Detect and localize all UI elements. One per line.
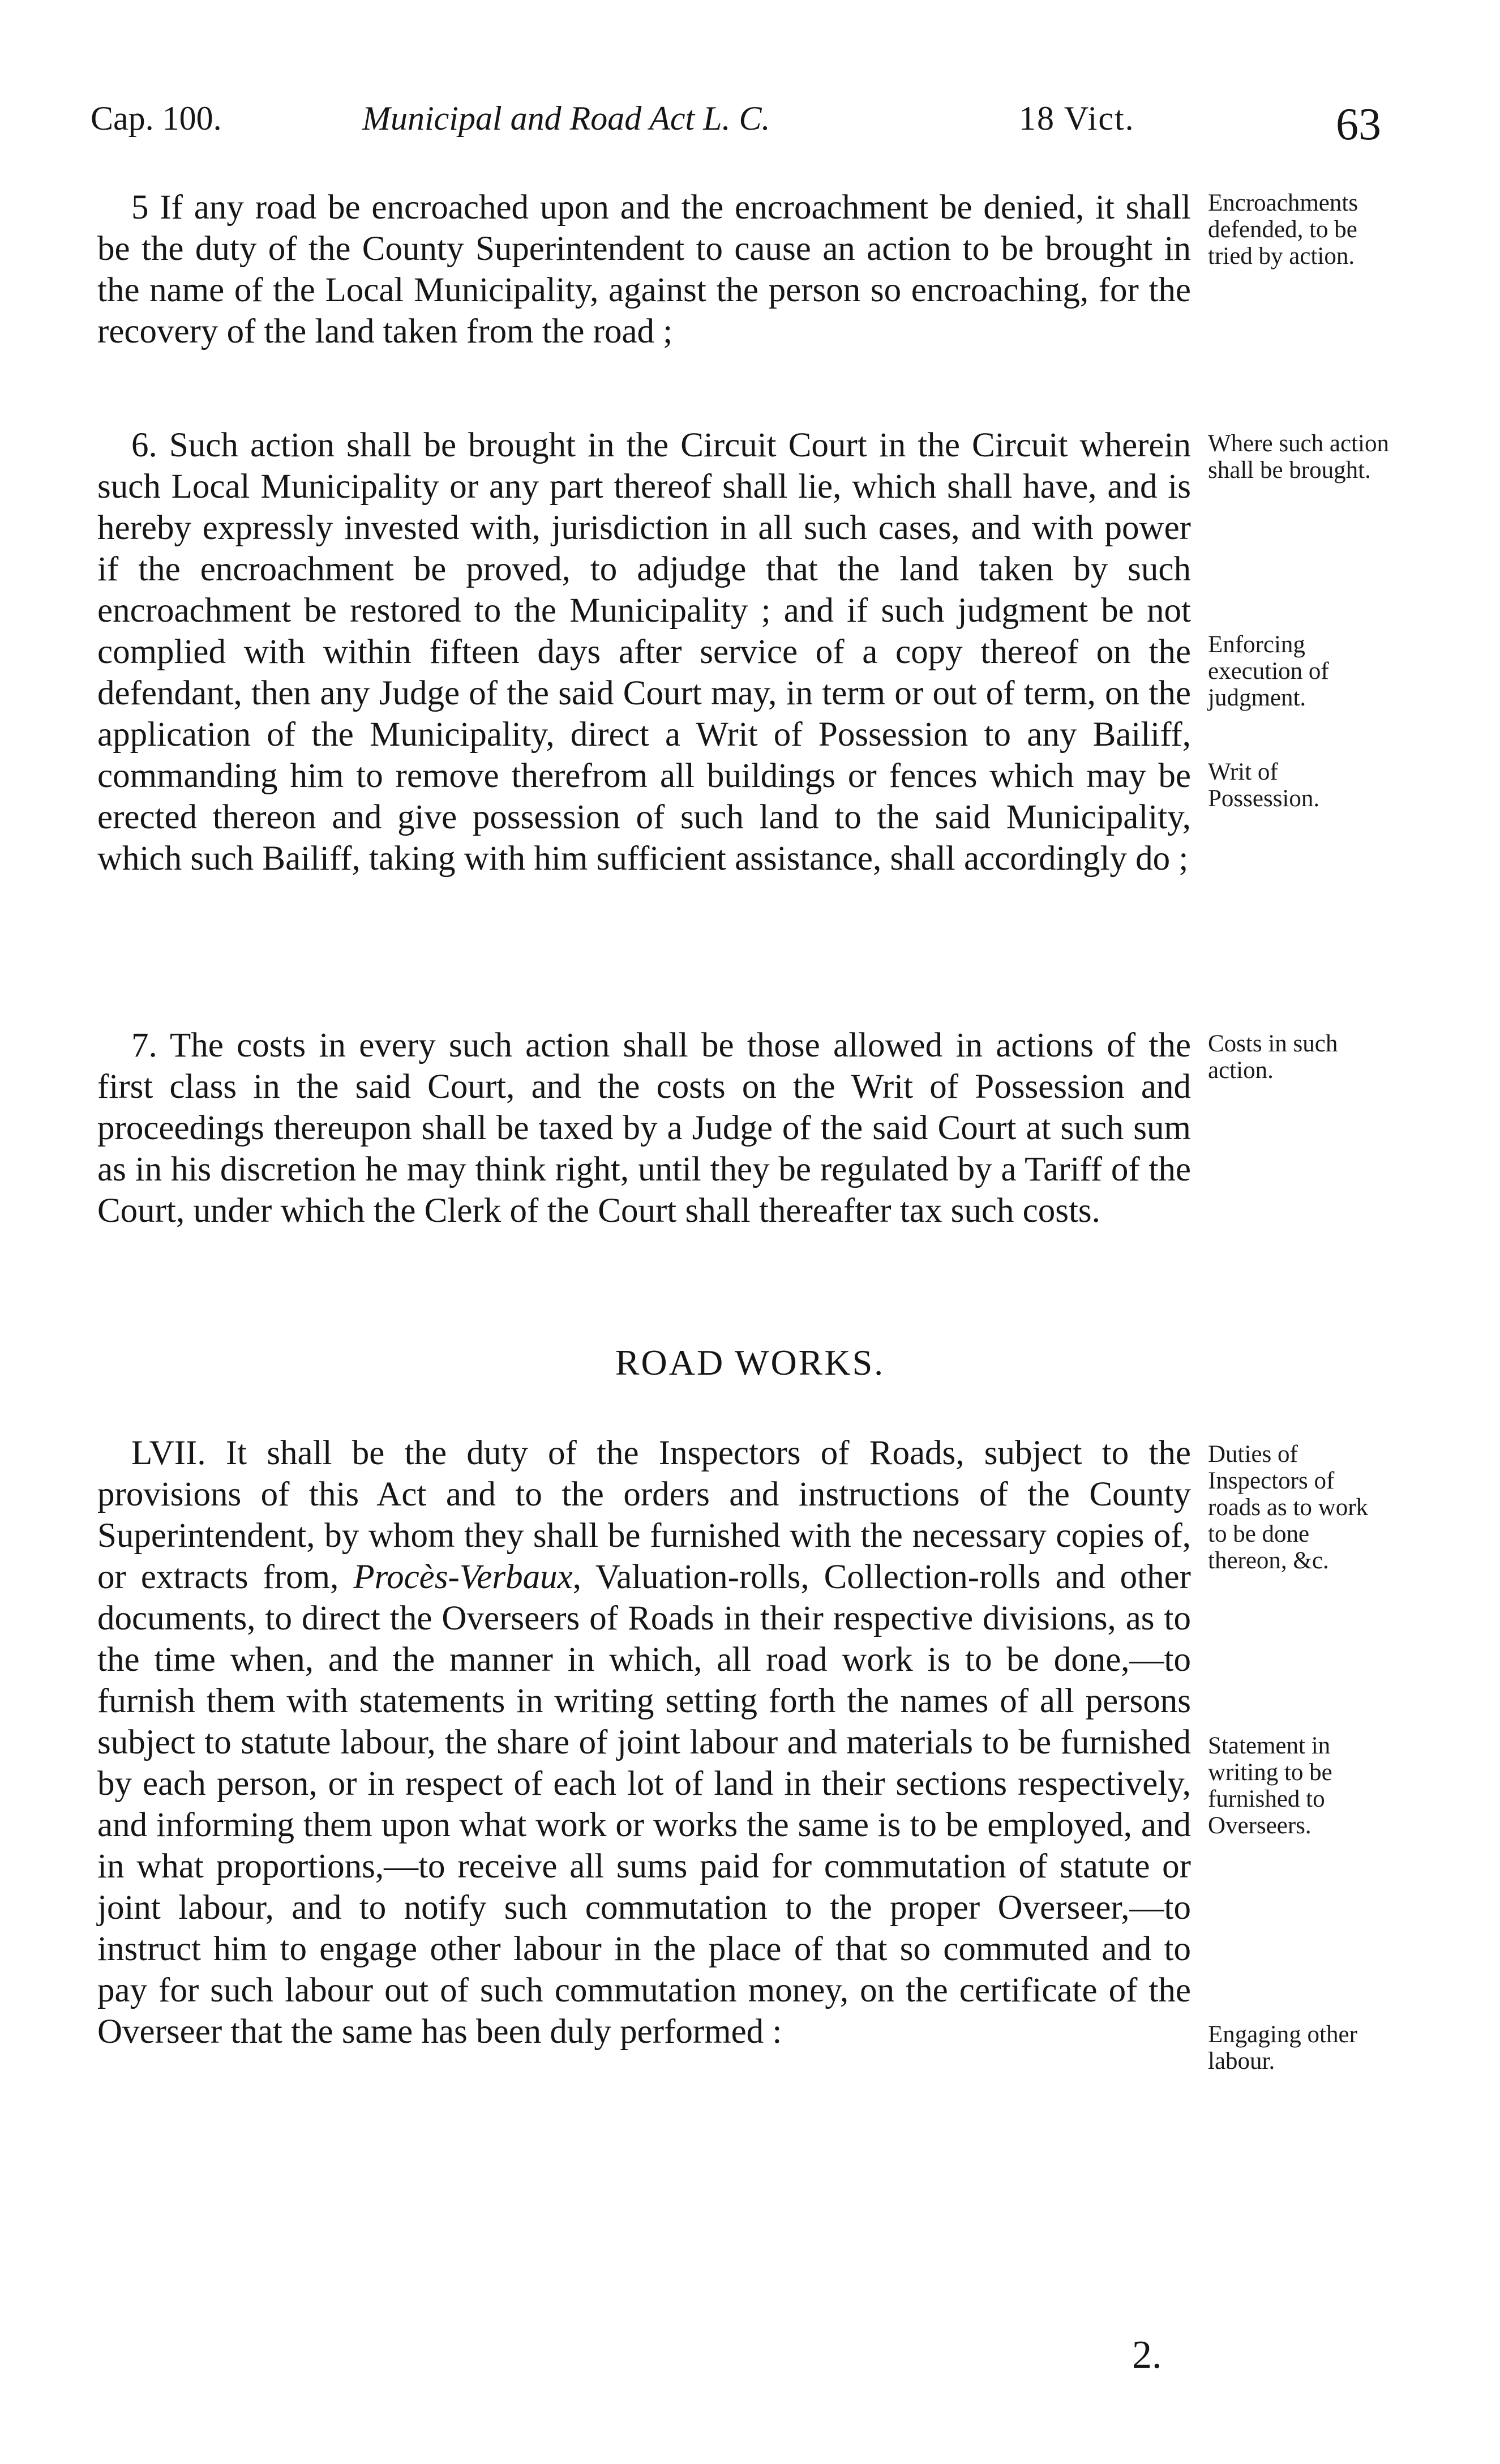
- margin-note-engaging-labour: Engaging other labour.: [1208, 2021, 1357, 2074]
- page-header: [91, 99, 1381, 150]
- margin-note-where-brought: Where such action shall be brought.: [1208, 430, 1389, 484]
- margin-note-writ-of-possession: Writ of Possession.: [1208, 759, 1320, 812]
- chapter-label: Cap. 100.: [91, 100, 222, 137]
- signature-mark: 2.: [1132, 2333, 1162, 2377]
- section-6-text: 6. Such action shall be brought in the Circuit Court in the Circuit wherein such Local Municipality or any part thereof shall lie, which shall have, and is hereby expressly invested with, jurisdiction in all such cases, and with power if the encroachment be proved, to adjudge that the land taken by such encroachment be restored to the Municipality ; and if such judgment be not complied with within fifteen days after service of a copy thereof on the defendant, then any Judge of the said Court may, in term or out of term, on the application of the Municipality, direct a Writ of Possession to any Bailiff, commanding him to remove therefrom all buildings or fences which may be erected thereon and give possession of such land to the said Municipality, which such Bailiff, taking with him sufficient assistance, shall accordingly do ;: [97, 426, 1191, 878]
- page-number: 63: [1336, 100, 1381, 149]
- lvii-italic-term: Procès-Verbaux: [353, 1558, 573, 1596]
- section-lvii-text: [97, 1432, 1191, 2052]
- section-7: [97, 1025, 1191, 1231]
- regnal-year: 18 Vict.: [1019, 100, 1135, 137]
- section-lvii: [97, 1432, 1191, 2052]
- margin-note-duties-inspectors: Duties of Inspectors of roads as to work to be done thereon, &c.: [1208, 1441, 1369, 1574]
- margin-note-encroachments: Encroachments defended, to be tried by action.: [1208, 190, 1358, 270]
- margin-note-enforcing-judgment: Enforcing execution of judgment.: [1208, 631, 1329, 711]
- section-5-text: 5 If any road be encroached upon and the encroachment be denied, it shall be the duty of the County Superintendent to cause an action to be brought in the name of the Local Municipality, against the person so encroaching, for the recovery of the land taken from the road ;: [97, 189, 1191, 350]
- act-title: Municipal and Road Act L. C.: [362, 100, 770, 137]
- section-heading: ROAD WORKS.: [615, 1342, 885, 1383]
- margin-note-statement-in-writing: Statement in writing to be furnished to Overseers.: [1208, 1732, 1332, 1839]
- section-5: [97, 187, 1191, 352]
- lvii-text-part2: , Valuation-rolls, Collection-rolls and other documents, to direct the Overseers of Roads in their respective divisions, as to the time when, and the manner in which, all road work is to be done,—to furnish them with statements in writing setting forth the names of all persons subject to statute labour, the share of joint labour and materials to be furnished by each person, or in respect of each lot of land in their sections respectively, and informing them upon what work or works the same is to be employed, and in what proportions,—to receive all sums paid for commutation of statute or joint labour, and to notify such commutation to the proper Overseer,—to instruct him to engage other labour in the place of that so commuted and to pay for such labour out of such commutation money, on the certificate of the Overseer that the same has been duly performed :: [97, 1558, 1191, 2051]
- lvii-text-part1: LVII. It shall be the duty of the Inspectors of Roads, subject to the provisions of this Act and to the orders and instructions of the County Superintendent, by whom they shall be furnished with the necessary copies of, or extracts from,: [97, 1434, 1191, 1596]
- margin-note-costs: Costs in such action.: [1208, 1030, 1338, 1084]
- section-6: [97, 425, 1191, 879]
- section-7-text: 7. The costs in every such action shall be those allowed in actions of the first class in the said Court, and the costs on the Writ of Possession and proceedings thereupon shall be taxed by a Judge of the said Court at such sum as in his discretion he may think right, until they be regulated by a Tariff of the Court, under which the Clerk of the Court shall thereafter tax such costs.: [97, 1026, 1191, 1230]
